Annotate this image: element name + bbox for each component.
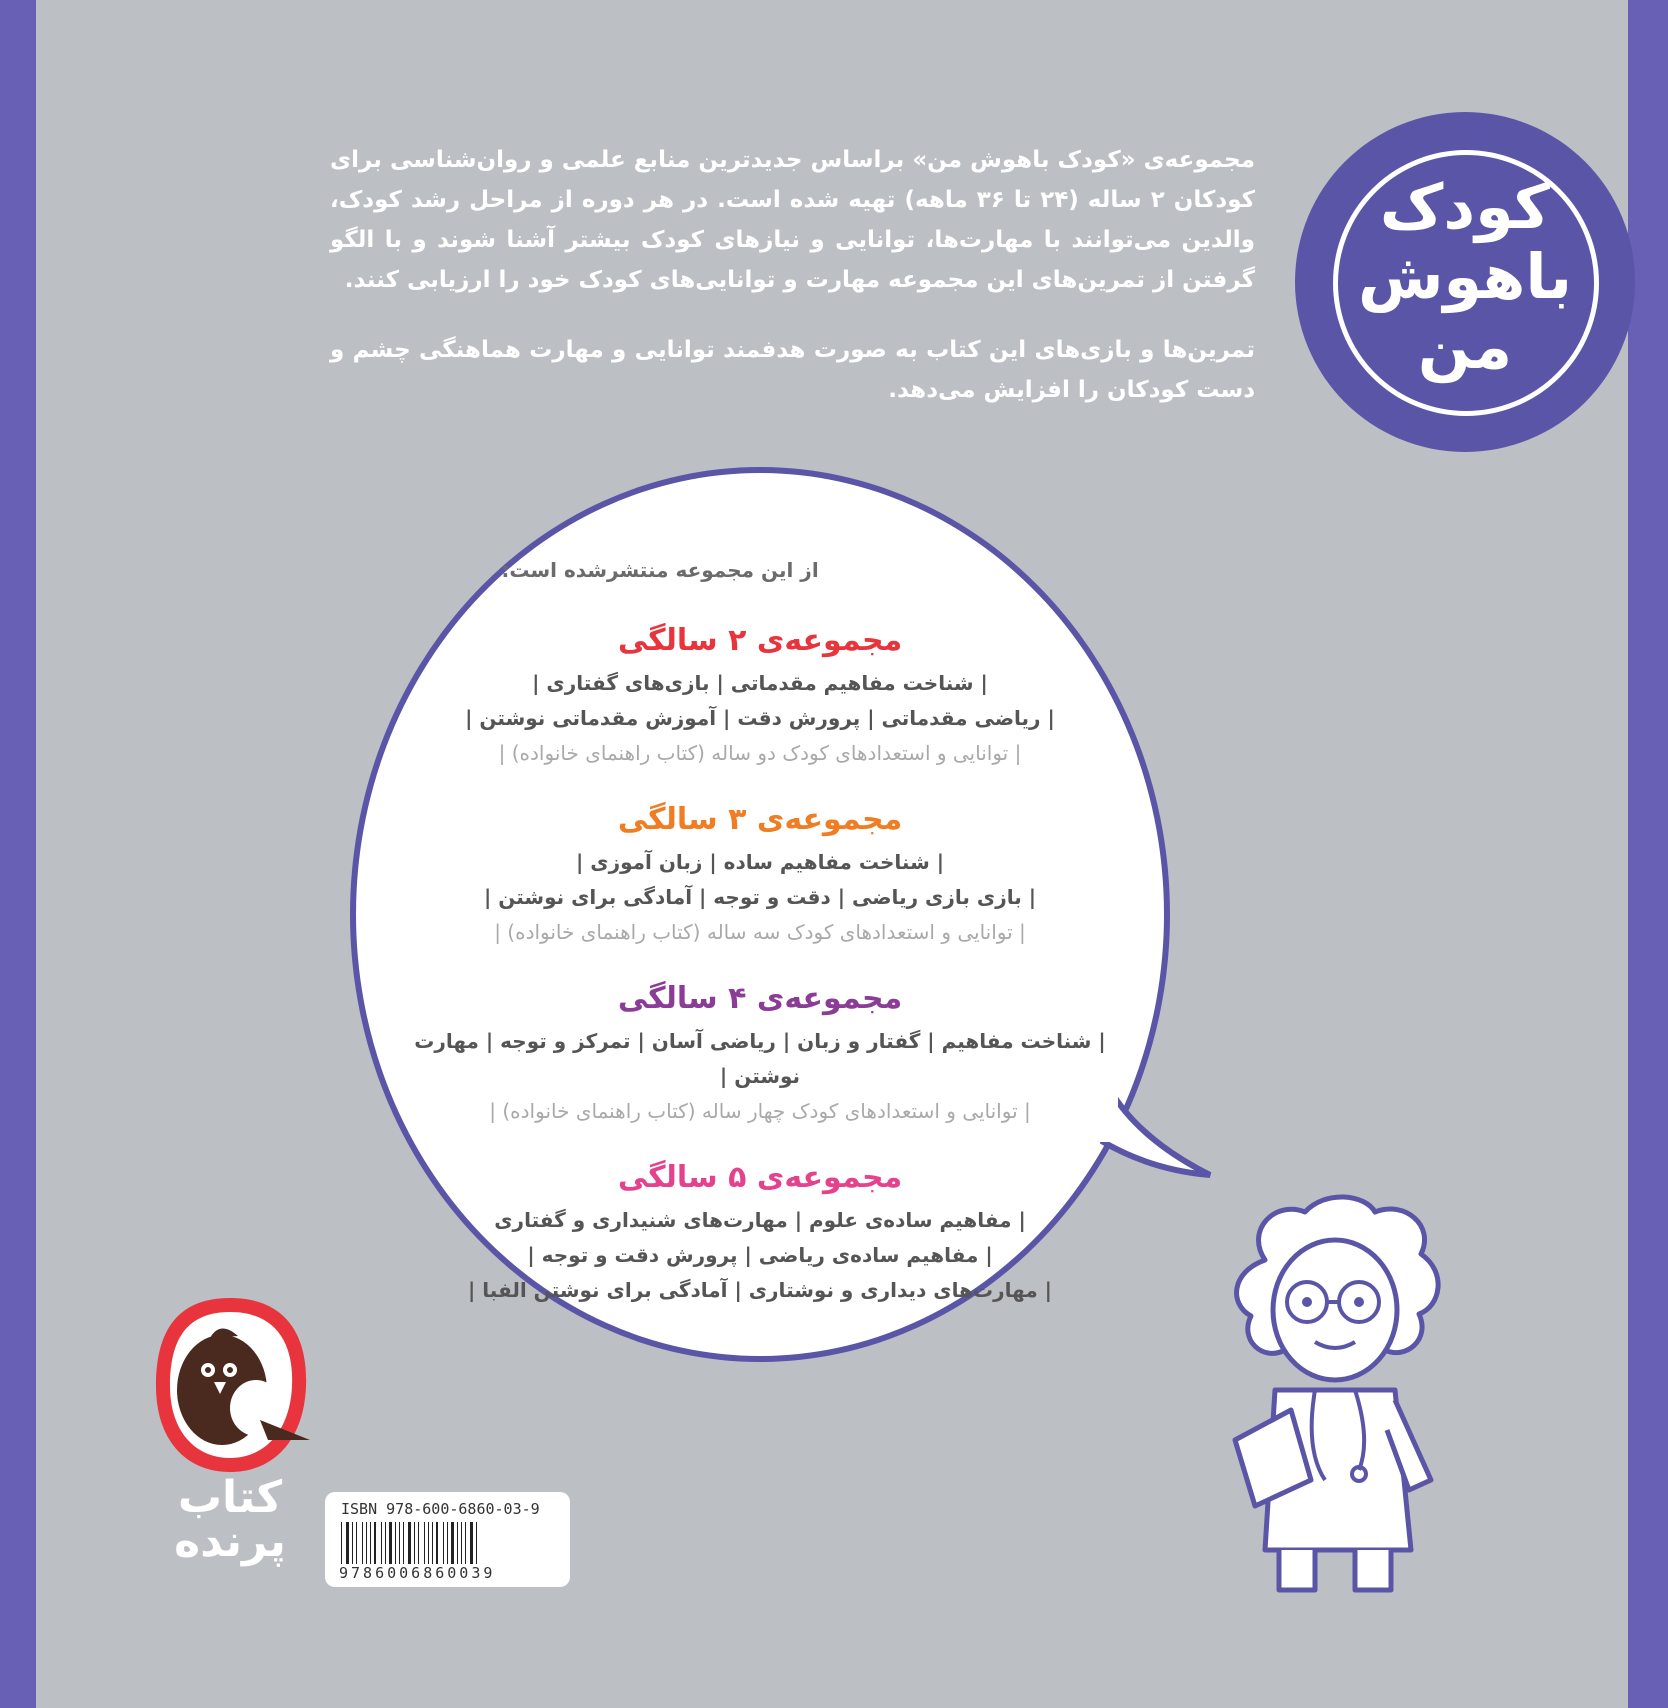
barcode-bar [451,1522,454,1564]
barcode-bar [370,1522,371,1564]
barcode-bar [447,1522,448,1564]
left-purple-edge [0,0,36,1708]
series-book-list: | شناخت مفاهیم | گفتار و زبان | ریاضی آسان | تمرکز و توجه | مهارت نوشتن | [414,1029,1106,1088]
barcode-bar [362,1522,363,1564]
barcode-bar [374,1522,376,1564]
bird-icon [150,1290,310,1480]
series-book-list: | شناخت مفاهیم ساده | زبان آموزی | [575,850,945,874]
logo-line-3: من [1417,310,1513,383]
barcode-bar [443,1522,444,1564]
barcode-bar [346,1522,349,1564]
barcode-bar [461,1522,462,1564]
logo-text [1295,172,1635,382]
logo-line-1: کودک [1379,170,1551,243]
publisher-logo [150,1290,310,1567]
barcode-bars [341,1522,555,1564]
series-title: مجموعه‌ی ۵ سالگی [617,1160,903,1195]
barcode-bar [476,1522,477,1564]
barcode-digits: 9786006860039 [339,1564,496,1582]
series-book-list: | توانایی و استعدادهای کودک سه ساله (کتاب راهنمای خانواده) | [494,920,1026,944]
publisher-line-1: کتاب [177,1472,283,1523]
series-book-list: | شناخت مفاهیم مقدماتی | بازی‌های گفتاری | [532,671,988,695]
barcode-bar [395,1522,396,1564]
series-book-list: | مهارت‌های دیداری و نوشتاری | آمادگی برای نوشتن الفبا | [468,1278,1052,1302]
barcode-bar [465,1522,466,1564]
series-section [380,978,1140,1129]
publisher-name [150,1472,310,1567]
publisher-line-2: پرنده [174,1516,286,1567]
published-label: از این مجموعه منتشرشده است: [501,558,819,582]
series-section [380,799,1140,950]
barcode-bar [399,1522,400,1564]
barcode-bar [428,1522,429,1564]
logo-line-2: باهوش [1358,240,1572,313]
barcode-bar [366,1522,367,1564]
series-title: مجموعه‌ی ۳ سالگی [617,802,903,837]
barcode-bar [381,1522,382,1564]
series-book-list: | توانایی و استعدادهای کودک دو ساله (کتاب راهنمای خانواده) | [498,741,1022,765]
barcode-bar [352,1522,353,1564]
barcode-bar [436,1522,438,1564]
series-list [380,558,1140,1336]
series-logo [1295,112,1635,452]
barcode-bar [408,1522,411,1564]
series-book-list: | توانایی و استعدادهای کودک چهار ساله (کتاب راهنمای خانواده) | [489,1099,1031,1123]
barcode-bar [418,1522,419,1564]
barcode-bar [424,1522,425,1564]
barcode-bar [457,1522,458,1564]
doctor-illustration [1195,1190,1485,1610]
intro-paragraph-2: تمرین‌ها و بازی‌های این کتاب به صورت هدفمند توانایی و مهارت هماهنگی چشم و دست کودکان را افزایش می‌دهد. [330,337,1255,403]
isbn-text: ISBN 978-600-6860-03-9 [341,1500,540,1518]
barcode-bar [470,1522,473,1564]
series-book-list: | مفاهیم ساده‌ی ریاضی | پرورش دقت و توجه | [527,1243,993,1267]
barcode-bar [432,1522,433,1564]
series-section [380,1157,1140,1308]
series-section [380,620,1140,771]
intro-paragraph-1: مجموعه‌ی «کودک باهوش من» براساس جدیدترین منابع علمی و روان‌شناسی برای کودکان ۲ ساله (۲۴ تا ۳۶ ماهه) تهیه شده است. در هر دوره از مراحل رشد کودک، والدین می‌توانند با مهارت‌ها، توانایی و نیازهای کودک بیشتر آشنا شوند و با الگو گرفتن از تمرین‌های این مجموعه مهارت و توانایی‌های کودک خود را ارزیابی کنند. [330,147,1256,293]
barcode-bar [389,1522,392,1564]
series-book-list: | مفاهیم ساده‌ی علوم | مهارت‌های شنیداری و گفتاری [494,1208,1026,1232]
series-book-list: | بازی بازی ریاضی | دقت و توجه | آمادگی برای نوشتن | [483,885,1037,909]
series-title: مجموعه‌ی ۲ سالگی [617,623,903,658]
barcode-bar [341,1522,342,1564]
intro-text [330,140,1255,440]
barcode-bar [403,1522,404,1564]
series-book-list: | ریاضی مقدماتی | پرورش دقت | آموزش مقدماتی نوشتن | [465,706,1055,730]
barcode [325,1492,570,1587]
barcode-bar [356,1522,357,1564]
series-title: مجموعه‌ی ۴ سالگی [617,981,903,1016]
barcode-bar [414,1522,415,1564]
barcode-bar [385,1522,386,1564]
